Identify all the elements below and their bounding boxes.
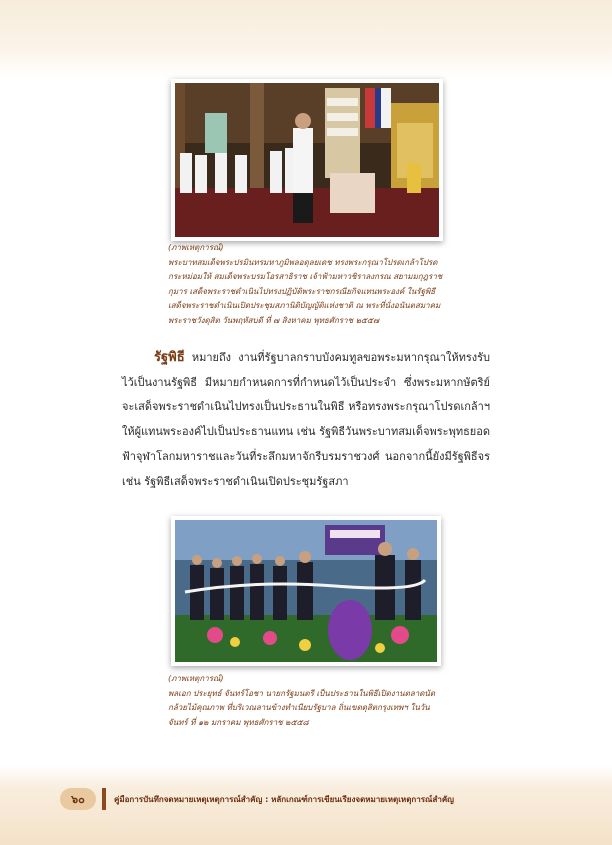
ceremony-photo-1 bbox=[171, 79, 443, 241]
caption-line: กระหม่อมให้ สมเด็จพระบรมโอรสาธิราช เจ้าฟ้ามหาวชิราลงกรณ สยามมกุฎราช bbox=[168, 272, 443, 281]
footer-divider bbox=[102, 788, 106, 810]
opening-photo-image bbox=[175, 520, 437, 662]
ceremony-photo-2 bbox=[171, 516, 441, 666]
term-heading: รัฐพิธี bbox=[154, 350, 185, 365]
ceremony-photo-image bbox=[175, 83, 439, 237]
caption-label: (ภาพเหตุการณ์) bbox=[168, 243, 224, 252]
photo-caption-1 bbox=[168, 241, 468, 328]
caption-label: (ภาพเหตุการณ์) bbox=[168, 674, 224, 683]
caption-line: พลเอก ประยุทธ์ จันทร์โอชา นายกรัฐมนตรี เป็นประธานในพิธีเปิดงานตลาดนัด bbox=[168, 688, 436, 698]
body-paragraph bbox=[122, 346, 490, 494]
definition-text: หมายถึง งานที่รัฐบาลกราบบังคมทูลขอพระมหากรุณาให้ทรงรับไว้เป็นงานรัฐพิธี มีหมายกำหนดการที่กำหนดไว้เป็นประจำ ซึ่งพระมหากษัตริย์จะเสด็จพระราชดำเนินไปทรงเป็นประธานในพิธี หรือทรงพระกรุณาโปรดเกล้าฯ ให้ผู้แทนพระองค์ไปเป็นประธานแทน เช่น รัฐพิธีวันพระบาทสมเด็จพระพุทธยอดฟ้าจุฬาโลกมหาราชและวันที่ระลึกมหาจักรีบรมราชวงศ์ นอกจากนี้ยังมีรัฐพิธีจร เช่น รัฐพิธีเสด็จพระราชดำเนินเปิดประชุมรัฐสภา bbox=[122, 351, 490, 488]
page-footer bbox=[60, 786, 580, 812]
caption-line: พระราชวังดุสิต วันพฤหัสบดี ที่ ๗ สิงหาคม พุทธศักราช ๒๕๕๗ bbox=[168, 315, 379, 325]
caption-line: พระบาทสมเด็จพระปรมินทรมหาภูมิพลอดุลยเดช ทรงพระกรุณาโปรดเกล้าโปรด bbox=[168, 257, 438, 267]
caption-line: กล้วยไม้คุณภาพ ที่บริเวณลานข้างทำเนียบรัฐบาล ถิ่นเขตดุสิตกรุงเทพฯ ในวัน bbox=[168, 703, 430, 712]
photo-caption-2 bbox=[168, 672, 468, 730]
caption-line: จันทร์ ที่ ๑๒ มกราคม พุทธศักราช ๒๕๕๘ bbox=[168, 717, 309, 727]
header-band bbox=[0, 0, 612, 78]
caption-line: กุมาร เสด็จพระราชดำเนินไปทรงปฏิบัติพระราชกรณียกิจแทนพระองค์ ในรัฐพิธี bbox=[168, 286, 436, 296]
caption-line: เสด็จพระราชดำเนินเปิดประชุมสภานิติบัญญัติแห่งชาติ ณ พระที่นั่งอนันตสมาคม bbox=[168, 301, 441, 310]
page-number: ๖๐ bbox=[60, 788, 96, 810]
running-title: คู่มือการบันทึกจดหมายเหตุเหตุการณ์สำคัญ : หลักเกณฑ์การเขียนเรียงจดหมายเหตุเหตุการณ์สำคัญ bbox=[114, 794, 454, 804]
